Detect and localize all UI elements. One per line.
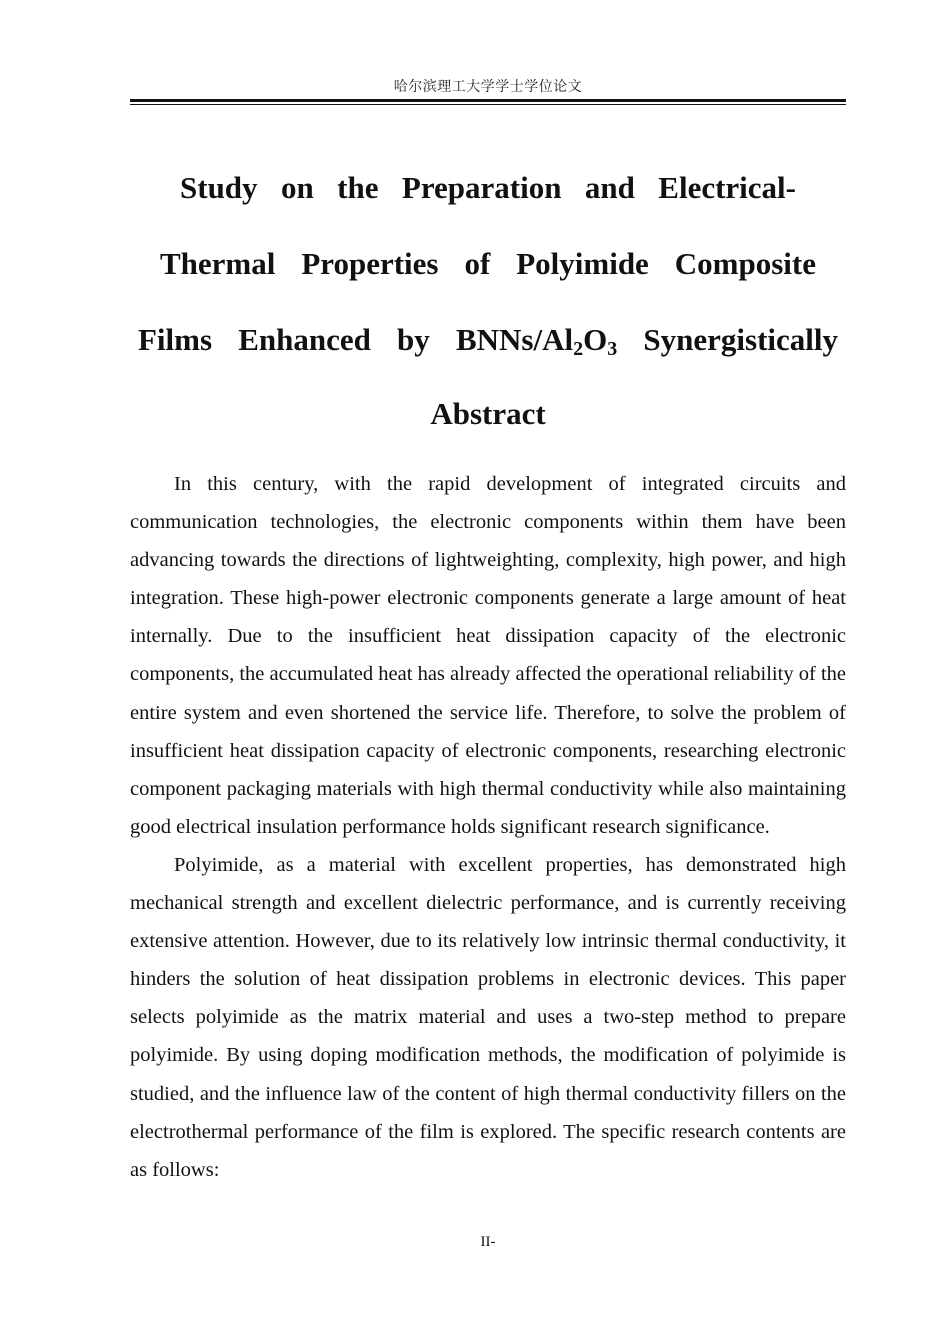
subscript-3: 3 xyxy=(607,338,618,360)
title-line-1: Study on the Preparation and Electrical- xyxy=(180,170,796,205)
subscript-2: 2 xyxy=(573,338,584,360)
header-rule-thin xyxy=(130,104,846,105)
page-number: II- xyxy=(480,1234,496,1250)
header-rule-thick xyxy=(130,99,846,102)
abstract-paragraph-2: Polyimide, as a material with excellent properties, has demonstrated high mechanical strength and excellent dielectric performance, and is currently receiving extensive attention. However, due to its relatively low intrinsic thermal conductivity, it hinders the solution of heat dissipation problems in electronic devices. This paper selects polyimide as the matrix material and uses a two-step method to prepare polyimide. By using doping modification methods, the modification of polyimide is studied, and the influence law of the content of high thermal conductivity fillers on the electrothermal performance of the film is explored. The specific research contents are as follows: xyxy=(130,853,846,1181)
running-header: 哈尔滨理工大学学士学位论文 xyxy=(393,79,583,95)
abstract-paragraph-1: In this century, with the rapid development of integrated circuits and communication technologies, the electronic components within them have been advancing towards the directions of lightweighting, complexity, high power, and high integration. These high-power electronic components generate a large amount of heat internally. Due to the insufficient heat dissipation capacity of the electronic components, the accumulated heat has already affected the operational reliability of the entire system and even shortened the service life. Therefore, to solve the problem of insufficient heat dissipation capacity of electronic components, researching electronic component packaging materials with high thermal conductivity while also maintaining good electrical insulation performance holds significant research significance. xyxy=(130,473,846,838)
abstract-heading: Abstract xyxy=(430,396,546,431)
title-line-3-suffix: Synergistically xyxy=(617,322,838,357)
title-line-2: Thermal Properties of Polyimide Composite xyxy=(160,246,816,281)
title-line-3-prefix: Films Enhanced by BNNs/Al xyxy=(138,322,574,357)
thesis-title xyxy=(130,150,846,378)
abstract-body xyxy=(130,465,846,1189)
title-line-3-oxygen: O xyxy=(583,322,608,357)
title-line-3 xyxy=(130,302,846,378)
